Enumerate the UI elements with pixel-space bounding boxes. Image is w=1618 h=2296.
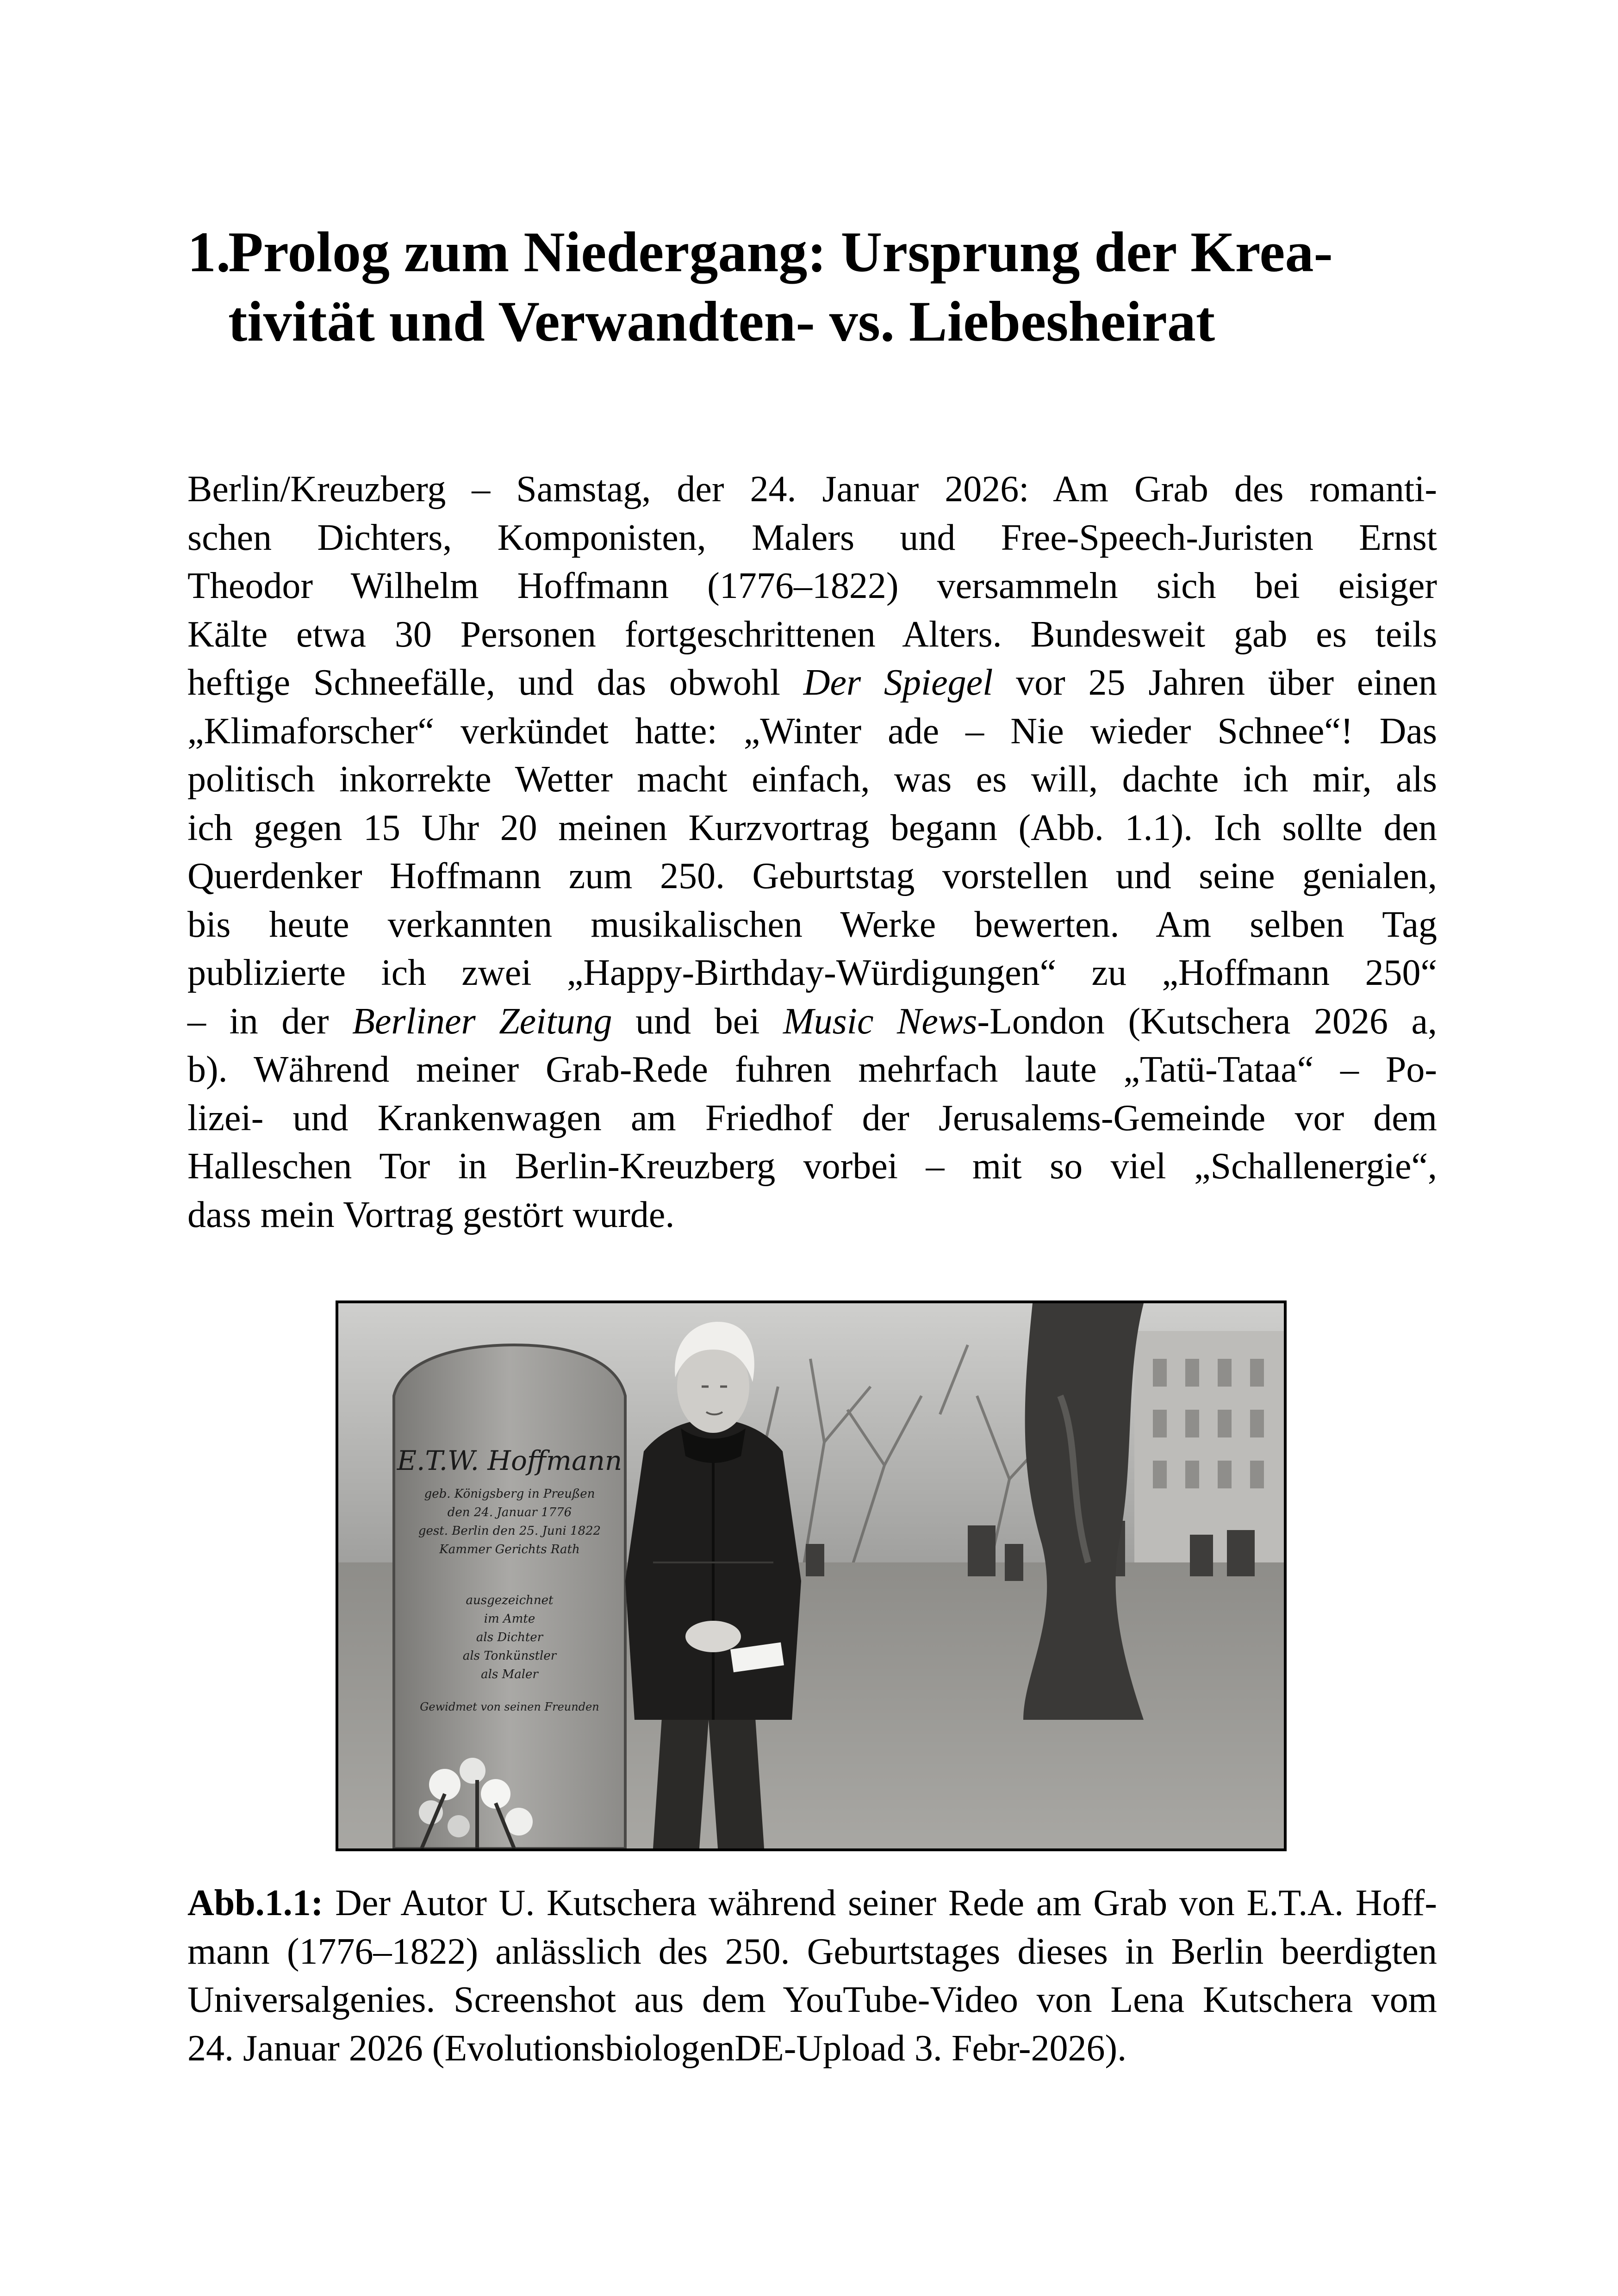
inscription-line: als Dichter [476, 1630, 543, 1644]
body-line: politisch inkorrekte Wetter macht einfach, was es will, dachte ich mir, als [187, 759, 1437, 800]
caption-text-run: Der Autor U. Kutschera während seiner Rede am Grab von E.T.A. Hoff- [323, 1883, 1437, 1923]
figure-caption [187, 1879, 1437, 2072]
body-line: b). Während meiner Grab-Rede fuhren mehrfach laute „Tatü-Tataa“ – Po- [187, 1049, 1437, 1090]
chapter-number: 1. [187, 220, 230, 284]
body-text-run: – in der [187, 1001, 353, 1042]
inscription-line: im Amte [484, 1612, 535, 1626]
chapter-heading [187, 218, 1446, 356]
body-text-run: -London (Kutschera 2026 a, [977, 1001, 1438, 1042]
body-line: Berlin/Kreuzberg – Samstag, der 24. Januar 2026: Am Grab des romanti- [187, 469, 1437, 510]
figure-photo-grave-speech [336, 1300, 1287, 1851]
body-line: Querdenker Hoffmann zum 250. Geburtstag vorstellen und seine genialen, [187, 856, 1437, 896]
body-line: dass mein Vortrag gestört wurde. [187, 1194, 675, 1235]
inscription-line: geb. Königsberg in Preußen [424, 1487, 595, 1501]
caption-label: Abb.1.1: [187, 1883, 324, 1923]
body-line: Halleschen Tor in Berlin-Kreuzberg vorbei – mit so viel „Schallenergie“, [187, 1146, 1437, 1187]
body-text-run: heftige Schneefälle, und das obwohl [187, 662, 803, 703]
chapter-title-line-1: Prolog zum Niedergang: Ursprung der Krea- [228, 220, 1333, 284]
body-text-run: und bei [612, 1001, 783, 1042]
chapter-title [187, 218, 1446, 356]
inscription-line: Gewidmet von seinen Freunden [420, 1700, 599, 1713]
body-line: Kälte etwa 30 Personen fortgeschrittenen Alters. Bundesweit gab es teils [187, 614, 1437, 655]
caption-line: 24. Januar 2026 (EvolutionsbiologenDE-Upload 3. Febr-2026). [187, 2028, 1127, 2069]
inscription-name: E.T.W. Hoffmann [397, 1445, 622, 1476]
caption-line: mann (1776–1822) anlässlich des 250. Geburtstages dieses in Berlin beerdigten [187, 1931, 1437, 1972]
inscription-line: als Maler [481, 1668, 538, 1681]
photo-illustration [338, 1303, 1284, 1848]
body-line: schen Dichters, Komponisten, Malers und Free-Speech-Juristen Ernst [187, 517, 1437, 558]
body-line [187, 997, 1437, 1046]
caption-line [187, 1879, 1437, 1928]
inscription-line: ausgezeichnet [466, 1593, 554, 1607]
inscription-line: gest. Berlin den 25. Juni 1822 [418, 1524, 601, 1538]
inscription-line: Kammer Gerichts Rath [439, 1543, 580, 1556]
body-line [187, 659, 1437, 707]
body-text-run: vor 25 Jahren über einen [993, 662, 1438, 703]
italic-title-music-news: Music News [783, 1001, 977, 1042]
body-line: publizierte ich zwei „Happy-Birthday-Würdigungen“ zu „Hoffmann 250“ [187, 952, 1437, 993]
body-line: bis heute verkannten musikalischen Werke bewerten. Am selben Tag [187, 904, 1437, 945]
italic-title-der-spiegel: Der Spiegel [803, 662, 993, 703]
inscription-line: den 24. Januar 1776 [447, 1506, 572, 1519]
caption-line: Universalgenies. Screenshot aus dem YouTube-Video von Lena Kutschera vom [187, 1979, 1437, 2020]
body-line: ich gegen 15 Uhr 20 meinen Kurzvortrag begann (Abb. 1.1). Ich sollte den [187, 807, 1437, 848]
body-line: „Klimaforscher“ verkündet hatte: „Winter ade – Nie wieder Schnee“! Das [187, 710, 1437, 752]
body-line: Theodor Wilhelm Hoffmann (1776–1822) versammeln sich bei eisiger [187, 566, 1437, 606]
body-paragraph [187, 465, 1437, 1239]
italic-title-berliner-zeitung: Berliner Zeitung [352, 1001, 612, 1042]
person-hands [685, 1621, 741, 1652]
body-line: lizei- und Krankenwagen am Friedhof der Jerusalems-Gemeinde vor dem [187, 1097, 1437, 1139]
inscription-line: als Tonkünstler [462, 1649, 557, 1663]
chapter-title-line-2: tivität und Verwandten- vs. Liebesheirat [228, 290, 1215, 353]
